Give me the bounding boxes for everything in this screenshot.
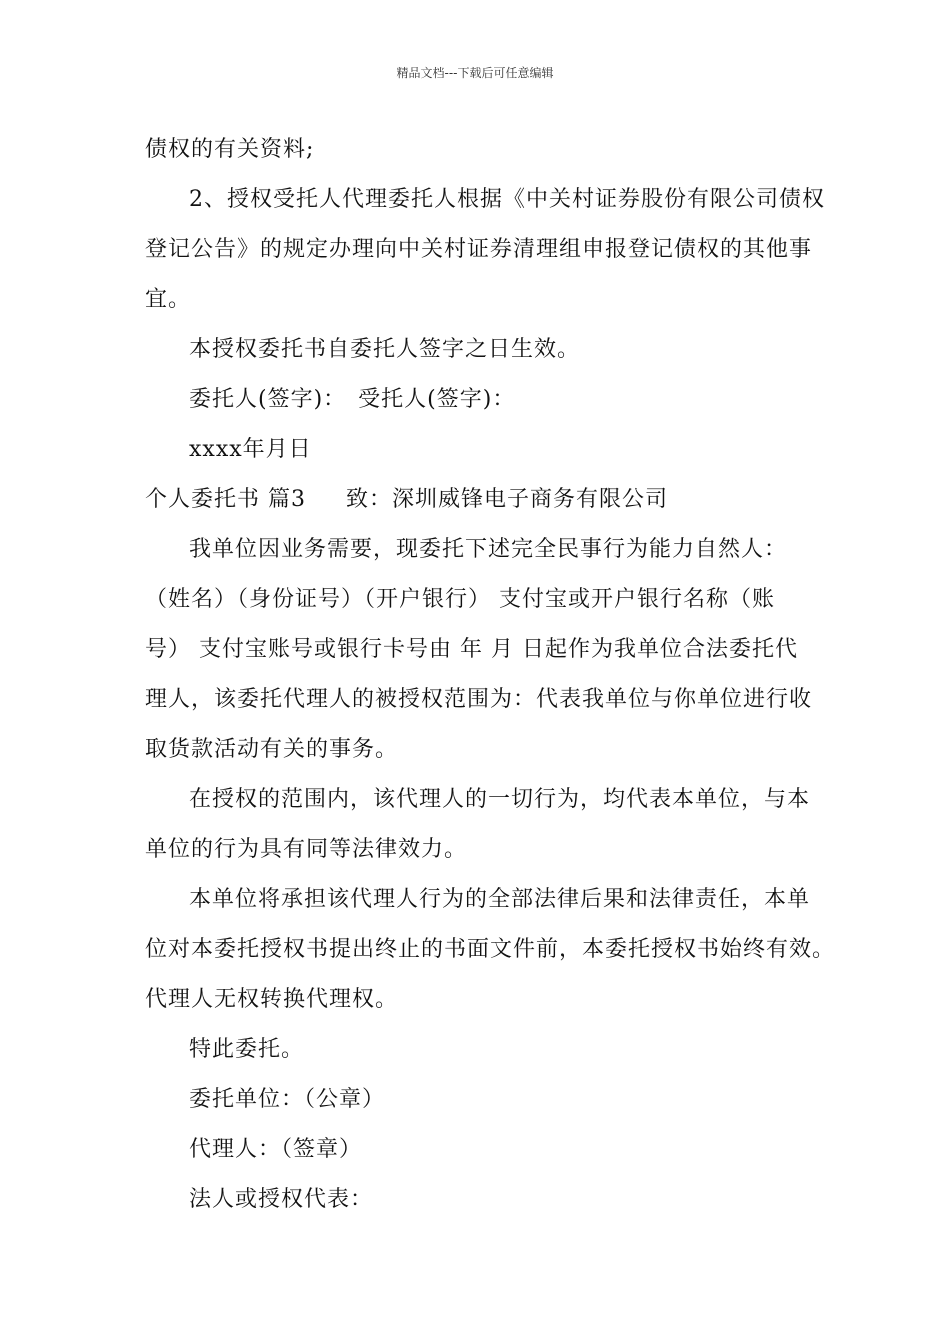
paragraph-line: 理人，该委托代理人的被授权范围为：代表我单位与你单位进行收 — [145, 687, 813, 712]
paragraph-line: 2、授权受托人代理委托人根据《中关村证券股份有限公司债权 — [189, 187, 825, 212]
paragraph-line: 号） 支付宝账号或银行卡号由 年 月 日起作为我单位合法委托代 — [145, 637, 798, 662]
paragraph-line: 特此委托。 — [189, 1037, 305, 1062]
paragraph-line: 宜。 — [145, 287, 192, 312]
paragraph-line: 代理人无权转换代理权。 — [145, 987, 399, 1012]
section-title: 个人委托书 篇3 — [145, 487, 306, 512]
section-heading-line — [145, 486, 668, 514]
paragraph-line: 我单位因业务需要，现委托下述完全民事行为能力自然人： — [189, 537, 788, 562]
paragraph-line: 登记公告》的规定办理向中关村证券清理组申报登记债权的其他事 — [145, 237, 813, 262]
paragraph-line: 位对本委托授权书提出终止的书面文件前，本委托授权书始终有效。 — [145, 937, 836, 962]
paragraph-line: （姓名）（身份证号）（开户银行） 支付宝或开户银行名称（账 — [145, 587, 775, 612]
signature-line: 委托单位：（公章） — [189, 1087, 386, 1112]
signature-line: 法人或授权代表： — [189, 1187, 374, 1212]
paragraph-line: 本单位将承担该代理人行为的全部法律后果和法律责任，本单 — [189, 887, 811, 912]
page-header: 精品文档---下载后可任意编辑 — [396, 66, 554, 80]
signature-line: 委托人(签字)： 受托人(签字)： — [189, 387, 516, 412]
paragraph-line: 本授权委托书自委托人签字之日生效。 — [189, 337, 581, 362]
paragraph-line: 单位的行为具有同等法律效力。 — [145, 837, 468, 862]
paragraph-line: 债权的有关资料; — [145, 137, 315, 162]
signature-line: 代理人：（签章） — [189, 1137, 363, 1162]
paragraph-line: 在授权的范围内，该代理人的一切行为，均代表本单位，与本 — [189, 787, 811, 812]
date-line: xxxx年月日 — [189, 437, 312, 462]
addressee: 致：深圳威锋电子商务有限公司 — [346, 487, 669, 512]
paragraph-line: 取货款活动有关的事务。 — [145, 737, 399, 762]
